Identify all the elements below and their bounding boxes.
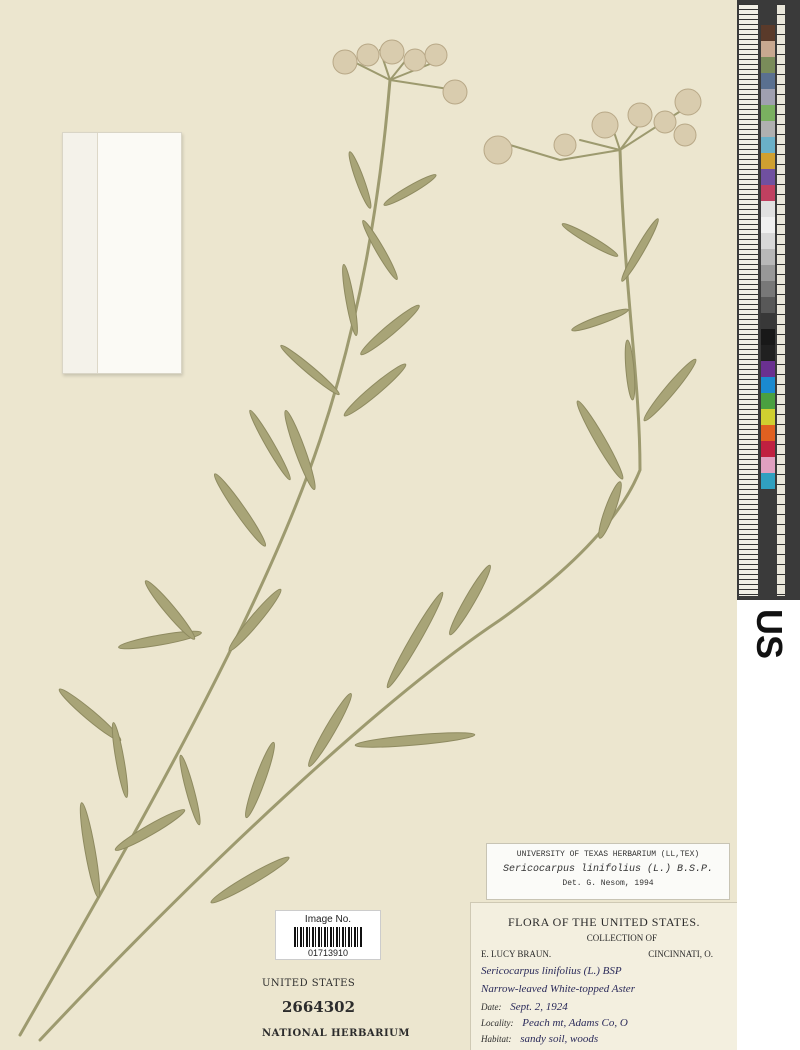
label-date-label: Date: [481, 1002, 502, 1012]
stamp-united-states: UNITED STATES [262, 978, 356, 989]
catalog-number: 2664302 [282, 998, 356, 1016]
label-collector-row [471, 943, 737, 959]
color-swatch [761, 281, 775, 297]
color-swatch [761, 73, 775, 89]
det-determiner: Det. G. Nesom, 1994 [562, 879, 654, 888]
label-title: FLORA OF THE UNITED STATES. [508, 915, 700, 929]
label-habitat-label: Habitat: [481, 1034, 512, 1044]
label-locality-row [481, 1017, 628, 1029]
smithsonian-logo [740, 605, 798, 665]
color-swatch [761, 473, 775, 489]
barcode-number: 01713910 [307, 948, 349, 958]
ruler-scale-secondary [777, 4, 785, 596]
color-swatch [761, 393, 775, 409]
color-swatch [761, 153, 775, 169]
det-taxon: Sericocarpus linifolius (L.) B.S.P. [502, 864, 714, 875]
color-swatch [761, 57, 775, 73]
color-swatch [761, 297, 775, 313]
color-swatch [761, 345, 775, 361]
label-locality-label: Locality: [481, 1018, 514, 1028]
color-swatch [761, 233, 775, 249]
color-swatch [761, 89, 775, 105]
determination-label [486, 843, 730, 900]
color-swatch [761, 25, 775, 41]
collection-label [470, 902, 737, 1050]
color-swatch [761, 361, 775, 377]
label-collector: E. LUCY BRAUN. [481, 949, 552, 959]
ruler-scale [739, 4, 758, 596]
label-locality-value: Peach mt, Adams Co, O [522, 1017, 628, 1029]
label-habitat-value: sandy soil, woods [520, 1033, 599, 1045]
color-swatch [761, 41, 775, 57]
label-date-row [481, 1001, 568, 1013]
color-swatch [761, 329, 775, 345]
packet-flap [63, 133, 98, 373]
color-swatch [761, 249, 775, 265]
color-swatch [761, 313, 775, 329]
color-swatch [761, 377, 775, 393]
color-swatch [761, 105, 775, 121]
label-habitat-row [481, 1033, 598, 1045]
color-swatch [761, 201, 775, 217]
label-handwritten-common: Narrow-leaved White-topped Aster [481, 983, 635, 995]
color-swatch [761, 265, 775, 281]
color-swatch [761, 137, 775, 153]
color-swatch [761, 425, 775, 441]
barcode-card [275, 910, 381, 960]
color-swatch [761, 121, 775, 137]
color-swatch [761, 409, 775, 425]
label-handwritten-name: Sericocarpus linifolius (L.) BSP [481, 965, 622, 977]
color-swatch [761, 217, 775, 233]
barcode [294, 927, 362, 947]
logo-text: US [749, 608, 790, 659]
label-date-value: Sept. 2, 1924 [510, 1001, 568, 1013]
barcode-title: Image No. [304, 914, 352, 925]
color-swatch [761, 185, 775, 201]
color-swatches [761, 25, 775, 489]
color-swatch [761, 169, 775, 185]
stamp-national-herbarium: NATIONAL HERBARIUM [262, 1028, 410, 1039]
seed-packet [62, 132, 182, 374]
label-city: CINCINNATI, O. [648, 949, 713, 959]
color-swatch [761, 441, 775, 457]
color-scale-strip [737, 0, 800, 600]
det-institution: UNIVERSITY OF TEXAS HERBARIUM (LL,TEX) [516, 850, 700, 859]
color-swatch [761, 457, 775, 473]
label-collection-of: COLLECTION OF [586, 933, 657, 943]
